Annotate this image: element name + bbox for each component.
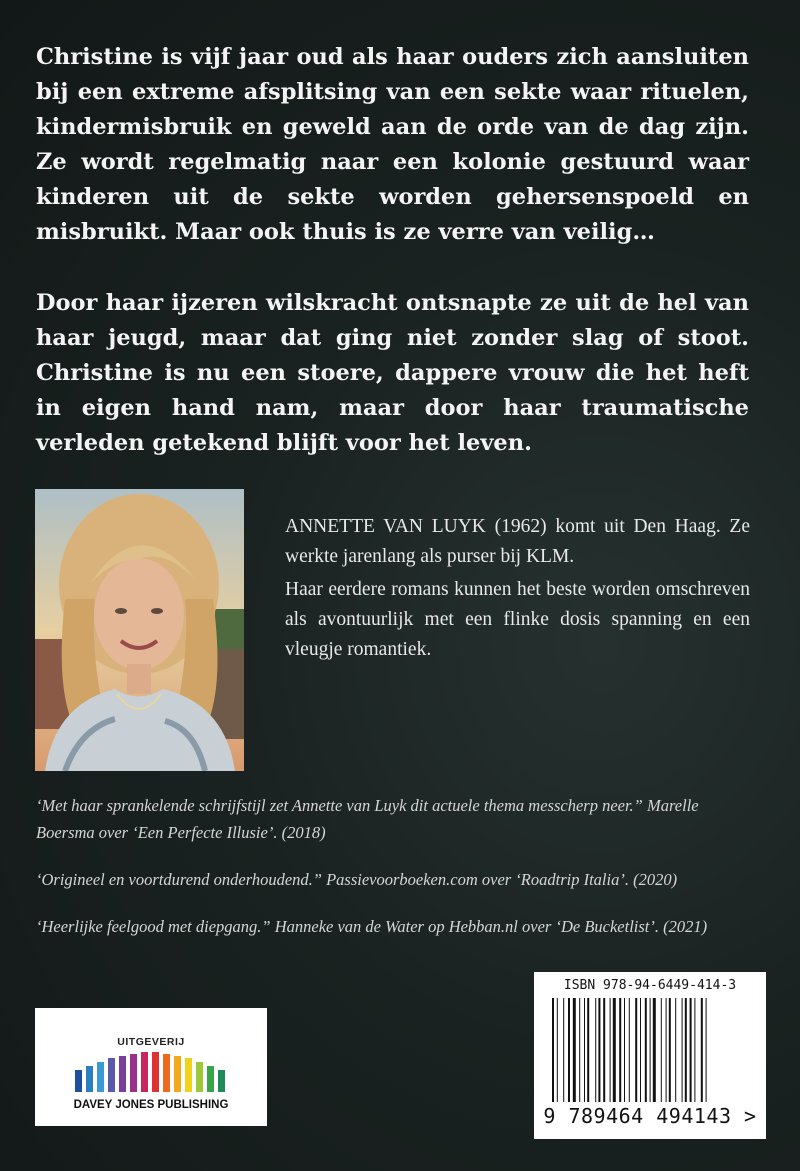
barcode-bar xyxy=(669,998,671,1102)
blurb-paragraph-2: Door haar ijzeren wilskracht ontsnapte ze uit de hel van haar jeugd, maar dat ging niet zonder slag of stoot. Christine is nu een stoere, dappere vrouw die het heft in eigen hand nam, maar door haar traumatische verleden getekend blijft voor het leven. xyxy=(36,290,749,456)
barcode-bar xyxy=(685,998,687,1102)
barcode-bar xyxy=(579,998,580,1102)
publisher-bar xyxy=(196,1062,203,1092)
publisher-bar xyxy=(130,1054,137,1092)
barcode-bar xyxy=(706,998,707,1102)
publisher-bar xyxy=(185,1058,192,1092)
publisher-bar xyxy=(86,1066,93,1092)
barcode-bar xyxy=(701,998,703,1102)
publisher-bar xyxy=(163,1054,170,1092)
barcode-bar xyxy=(645,998,647,1102)
barcode-bar xyxy=(635,998,637,1102)
barcode-bar xyxy=(661,998,662,1102)
author-bio: ANNETTE VAN LUYK (1962) komt uit Den Haag. Ze werkte jarenlang als purser bij KLM. xyxy=(285,516,750,567)
barcode-bar xyxy=(595,998,596,1102)
barcode-bar xyxy=(587,998,589,1102)
author-photo xyxy=(35,489,244,771)
barcode-bar xyxy=(629,998,630,1102)
author-previous-work: Haar eerdere romans kunnen het beste worden omschreven als avontuurlijk met een flinke dosis spanning en een vleugje romantiek. xyxy=(285,579,750,660)
barcode-bar xyxy=(552,998,554,1102)
review-quote-2: ‘Origineel en voortdurend onderhoudend.” Passievoorboeken.com over ‘Roadtrip Italia’. (2020) xyxy=(36,870,678,889)
publisher-bar xyxy=(207,1066,214,1092)
barcode-bar xyxy=(610,998,611,1102)
publisher-bars-icon xyxy=(75,1050,227,1092)
barcode-bar xyxy=(598,998,600,1102)
barcode-bar xyxy=(584,998,585,1102)
barcode-bar xyxy=(557,998,558,1102)
review-quote-3: ‘Heerlijke feelgood met diepgang.” Hanneke van de Water op Hebban.nl over ‘De Bucketlist’. (2021) xyxy=(36,917,708,936)
publisher-bar xyxy=(152,1052,159,1092)
publisher-bar xyxy=(174,1056,181,1092)
barcode-bar xyxy=(666,998,667,1102)
barcode-bar xyxy=(650,998,651,1102)
barcode-bar xyxy=(563,998,564,1102)
barcode-bar xyxy=(613,998,616,1102)
isbn-number: ISBN 978-94-6449-414-3 xyxy=(563,978,737,993)
barcode-bar xyxy=(573,998,576,1102)
publisher-label: UITGEVERIJ xyxy=(117,1036,185,1048)
author-portrait-illustration xyxy=(35,489,244,771)
barcode-bar xyxy=(675,998,676,1102)
publisher-name: DAVEY JONES PUBLISHING xyxy=(73,1099,229,1111)
barcode-bar xyxy=(603,998,605,1102)
publisher-bar xyxy=(108,1058,115,1092)
barcode-bar xyxy=(619,998,621,1102)
barcode-bar xyxy=(690,998,692,1102)
publisher-bar xyxy=(141,1052,148,1092)
publisher-bar xyxy=(75,1070,82,1092)
publisher-logo xyxy=(35,1008,267,1126)
publisher-bar xyxy=(119,1056,126,1092)
publisher-bar xyxy=(97,1062,104,1092)
publisher-bar xyxy=(218,1070,225,1092)
review-quote-1: ‘Met haar sprankelende schrijfstijl zet Annette van Luyk dit actuele thema messcherp neer.” Marelle Boersma over ‘Een Perfecte Illusie’. (2018) xyxy=(36,796,699,842)
barcode-bar xyxy=(694,998,695,1102)
blurb-paragraph-1: Christine is vijf jaar oud als haar ouders zich aansluiten bij een extreme afsplitsing van een sekte waar rituelen, kindermisbruik en geweld aan de orde van de dag zijn. Ze wordt regelmatig naar een kolonie gestuurd waar kinderen uit de sekte worden gehersenspoeld en misbruikt. Maar ook thuis is ze verre van veilig… xyxy=(36,44,749,245)
barcode-bars-icon xyxy=(552,998,748,1102)
barcode-bar xyxy=(653,998,656,1102)
isbn-barcode xyxy=(534,972,766,1139)
barcode-bar xyxy=(568,998,570,1102)
barcode-bar xyxy=(640,998,641,1102)
barcode-bar xyxy=(624,998,625,1102)
barcode-bar xyxy=(682,998,683,1102)
ean-digits: 9 789464 494143 > xyxy=(543,1104,757,1128)
